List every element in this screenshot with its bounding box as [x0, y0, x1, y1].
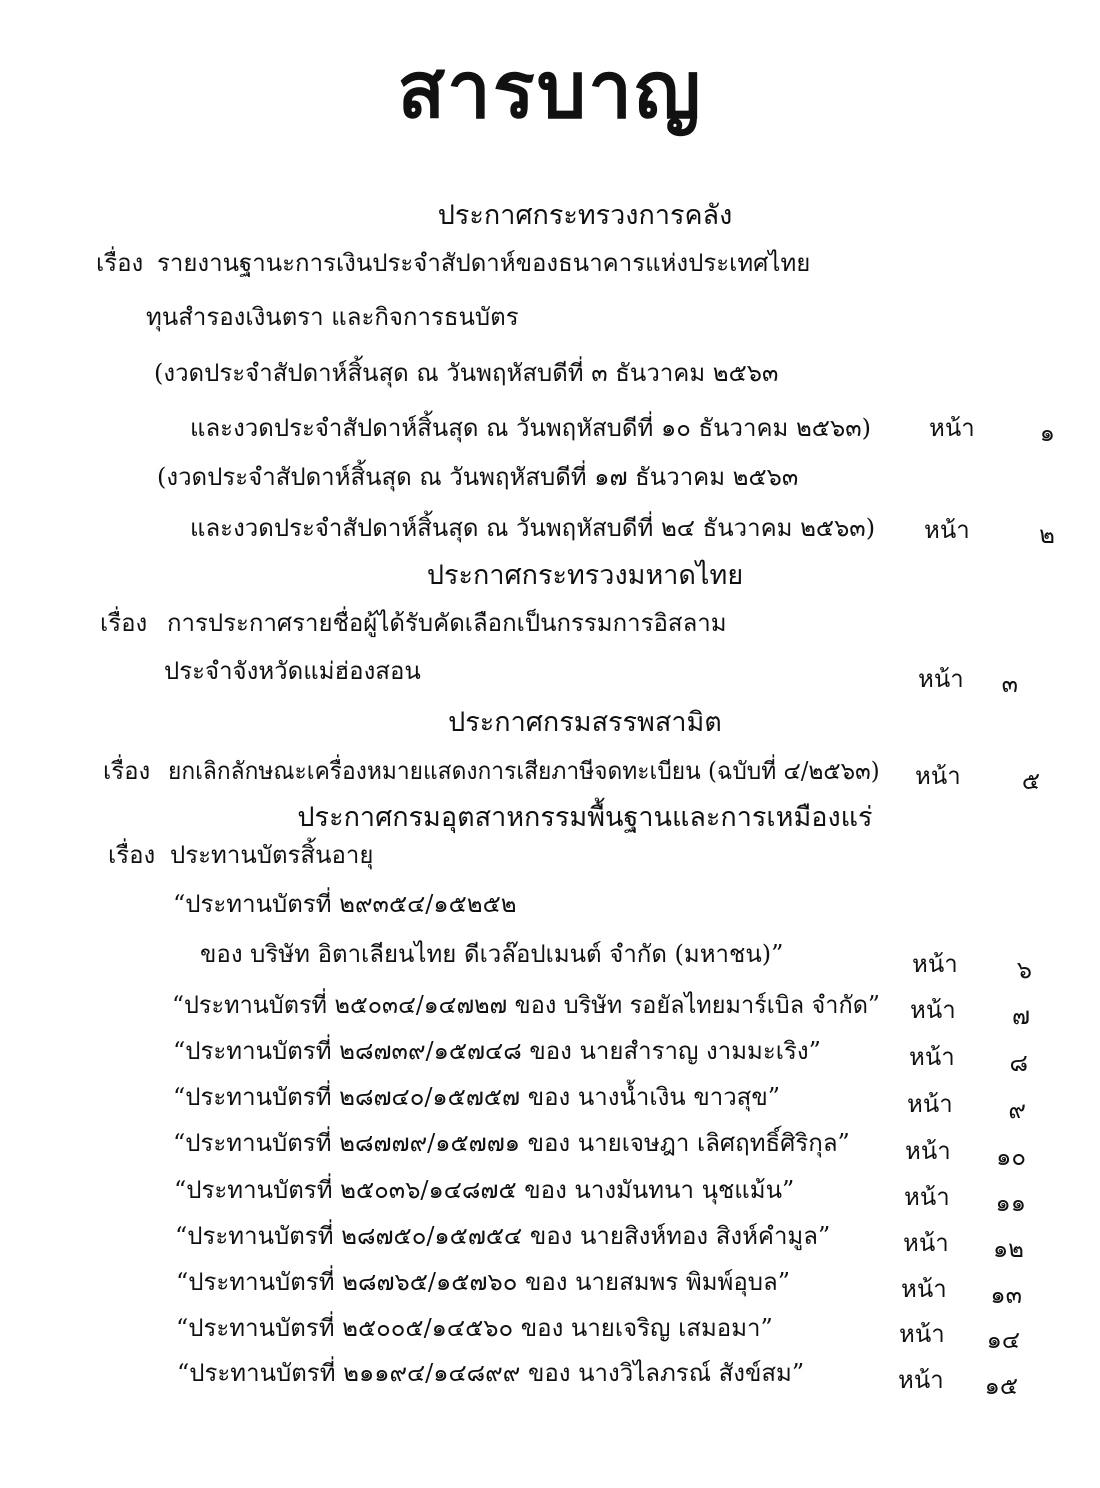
page-label: หน้า	[909, 1043, 955, 1071]
entry-line: ทุนสำรองเงินตรา และกิจการธนบัตร	[146, 303, 519, 331]
permit-entry: “ประทานบัตรที่ ๒๘๗๗๙/๑๕๗๗๑ ของ นายเจษฎา เลิศฤทธิ์ศิริกุล”	[173, 1129, 850, 1157]
entry-line: การประกาศรายชื่อผู้ได้รับคัดเลือกเป็นกรรมการอิสลาม	[167, 609, 727, 637]
page-label: หน้า	[898, 1366, 944, 1394]
page-number: ๑	[1039, 419, 1055, 447]
entry-line: ยกเลิกลักษณะเครื่องหมายแสดงการเสียภาษีจดทะเบียน (ฉบับที่ ๔/๒๕๖๓)	[168, 757, 880, 785]
page-number: ๙	[1008, 1096, 1026, 1124]
entry-line: และงวดประจำสัปดาห์สิ้นสุด ณ วันพฤหัสบดีที่ ๒๔ ธันวาคม ๒๕๖๓)	[190, 514, 876, 542]
page-label: หน้า	[901, 1275, 947, 1303]
page-number: ๑๒	[992, 1235, 1024, 1263]
page-number: ๘	[1009, 1049, 1028, 1077]
page-title: สารบาญ	[397, 46, 703, 136]
page-number: ๑๔	[986, 1326, 1020, 1354]
page-label: หน้า	[907, 1090, 953, 1118]
section-heading: ประกาศกรมสรรพสามิต	[448, 707, 722, 738]
permit-entry: “ประทานบัตรที่ ๒๕๐๓๔/๑๔๗๒๗ ของ บริษัท รอยัลไทยมาร์เบิล จำกัด”	[172, 991, 880, 1019]
page-label: หน้า	[899, 1320, 945, 1348]
entry-line: รายงานฐานะการเงินประจำสัปดาห์ของธนาคารแห่งประเทศไทย	[157, 249, 811, 277]
entry-line: “ประทานบัตรที่ ๒๙๓๕๔/๑๕๒๕๒	[173, 890, 517, 918]
permit-entry: “ประทานบัตรที่ ๒๑๑๙๔/๑๔๘๙๙ ของ นางวิไลภรณ์ สังข์สม”	[177, 1359, 805, 1387]
page-label: หน้า	[903, 1229, 949, 1257]
page-label: หน้า	[905, 1137, 951, 1165]
subject-label: เรื่อง	[96, 249, 144, 277]
page-number: ๗	[1011, 1002, 1030, 1030]
entry-line: (งวดประจำสัปดาห์สิ้นสุด ณ วันพฤหัสบดีที่ ๑๗ ธันวาคม ๒๕๖๓	[157, 463, 799, 491]
page-label: หน้า	[910, 996, 956, 1024]
entry-line: (งวดประจำสัปดาห์สิ้นสุด ณ วันพฤหัสบดีที่ ๓ ธันวาคม ๒๕๖๓	[154, 359, 779, 387]
page-label: หน้า	[924, 516, 970, 544]
entry-line: ประทานบัตรสิ้นอายุ	[170, 841, 374, 869]
page-label: หน้า	[918, 665, 964, 693]
page-number: ๑๓	[990, 1281, 1022, 1309]
section-heading: ประกาศกระทรวงมหาดไทย	[426, 560, 744, 591]
permit-entry: “ประทานบัตรที่ ๒๘๗๓๙/๑๕๗๔๘ ของ นายสำราญ งามมะเริง”	[173, 1037, 821, 1065]
permit-entry: “ประทานบัตรที่ ๒๘๗๖๕/๑๕๗๖๐ ของ นายสมพร พิมพ์อุบล”	[176, 1268, 790, 1296]
page-number: ๒	[1039, 521, 1055, 549]
section-heading: ประกาศกระทรวงการคลัง	[437, 200, 733, 231]
permit-entry: “ประทานบัตรที่ ๒๕๐๐๕/๑๔๕๖๐ ของ นายเจริญ เสมอมา”	[176, 1314, 773, 1342]
page-label: หน้า	[904, 1183, 950, 1211]
section-heading: ประกาศกรมอุตสาหกรรมพื้นฐานและการเหมืองแร่	[297, 802, 873, 833]
permit-entry: “ประทานบัตรที่ ๒๘๗๕๐/๑๕๗๕๔ ของ นายสิงห์ทอง สิงห์คำมูล”	[175, 1222, 831, 1250]
page-label: หน้า	[929, 414, 975, 442]
subject-label: เรื่อง	[100, 609, 148, 637]
page-label: หน้า	[912, 950, 958, 978]
page-number: ๑๑	[995, 1189, 1026, 1217]
subject-label: เรื่อง	[103, 757, 151, 785]
page-number: ๑๐	[996, 1143, 1026, 1171]
entry-line: และงวดประจำสัปดาห์สิ้นสุด ณ วันพฤหัสบดีที่ ๑๐ ธันวาคม ๒๕๖๓)	[190, 414, 871, 442]
entry-line: ประจำจังหวัดแม่ฮ่องสอน	[164, 657, 421, 685]
page-number: ๖	[1016, 956, 1032, 984]
page-number: ๕	[1021, 767, 1040, 795]
permit-entry: “ประทานบัตรที่ ๒๕๐๓๖/๑๔๘๗๕ ของ นางมันทนา นุชแม้น”	[174, 1176, 795, 1204]
page-number: ๓	[1001, 670, 1018, 698]
page-label: หน้า	[915, 762, 961, 790]
subject-label: เรื่อง	[108, 841, 156, 869]
entry-line: ของ บริษัท อิตาเลียนไทย ดีเวล๊อปเมนต์ จำกัด (มหาชน)”	[200, 940, 784, 968]
page-number: ๑๕	[984, 1372, 1018, 1400]
permit-entry: “ประทานบัตรที่ ๒๘๗๔๐/๑๕๗๕๗ ของ นางน้ำเงิน ขาวสุข”	[173, 1083, 781, 1111]
